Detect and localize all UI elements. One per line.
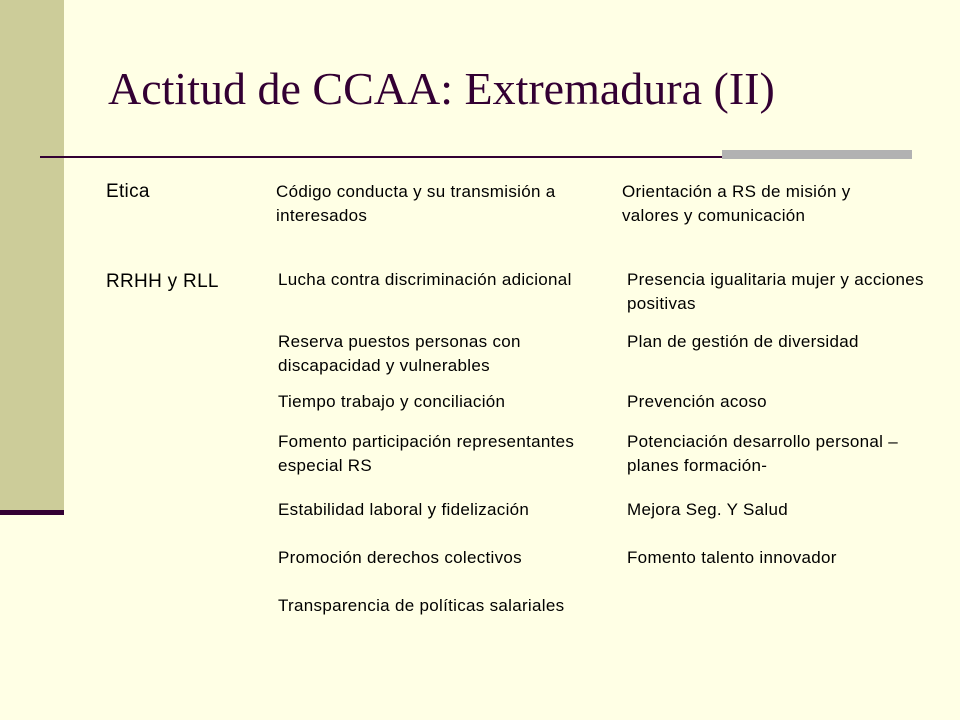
table-cell: Fomento talento innovador <box>627 548 837 567</box>
category-rrhh-rll: RRHH y RLL <box>106 271 219 292</box>
table-cell: Promoción derechos colectivos <box>278 548 522 567</box>
table-cell: Mejora Seg. Y Salud <box>627 500 789 519</box>
slide-title: Actitud de CCAA: Extremadura (II) <box>108 63 775 114</box>
table-cell: Lucha contra discriminación adicional <box>278 270 572 289</box>
table-cell: Reserva puestos personas con discapacidad y vulnerables <box>278 332 521 375</box>
table-cell: Presencia igualitaria mujer y acciones positivas <box>627 270 924 313</box>
category-etica: Etica <box>106 181 150 202</box>
table-cell: Transparencia de políticas salariales <box>278 596 565 615</box>
table-cell: Estabilidad laboral y fidelización <box>278 500 530 519</box>
left-bar-underline <box>0 510 64 515</box>
table-cell: Prevención acoso <box>627 392 767 411</box>
left-decorative-bar <box>0 0 64 512</box>
table-cell: Fomento participación representantes especial RS <box>278 432 575 475</box>
title-rule-accent <box>722 150 912 159</box>
table-cell: Plan de gestión de diversidad <box>627 332 859 351</box>
table-cell: Tiempo trabajo y conciliación <box>278 392 506 411</box>
table-cell: Orientación a RS de misión y valores y comunicación <box>622 182 851 225</box>
table-cell: Potenciación desarrollo personal –planes formación- <box>627 432 899 475</box>
table-cell: Código conducta y su transmisión a interesados <box>276 182 556 225</box>
